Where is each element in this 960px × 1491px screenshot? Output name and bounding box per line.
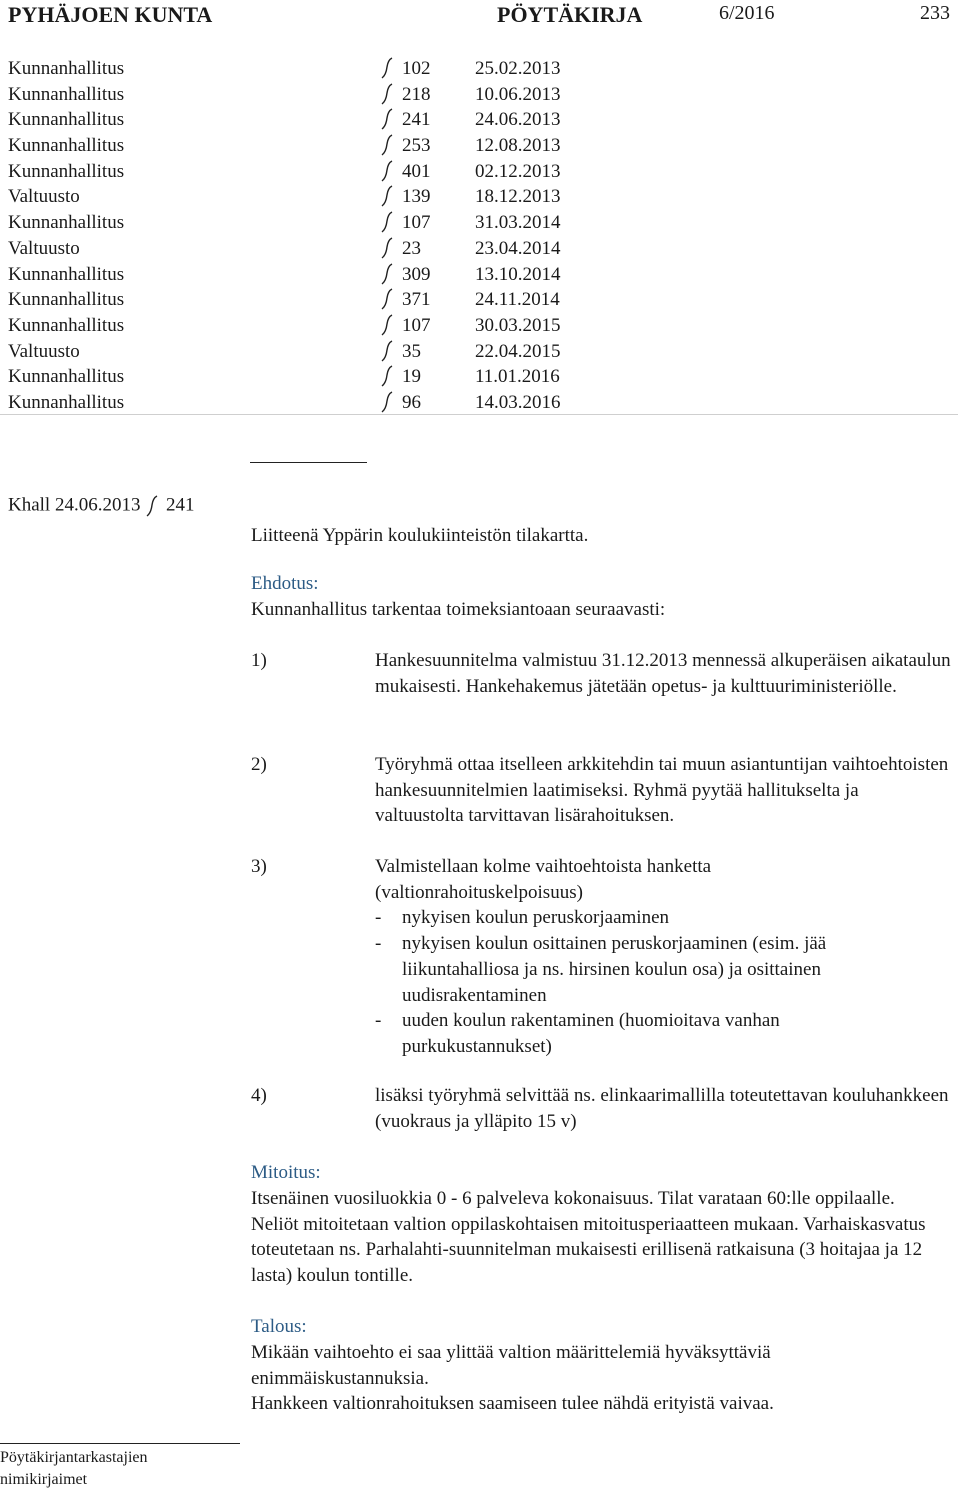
issue-number: 6/2016 [719,2,775,24]
item-number: 1) [251,650,267,671]
sub-item: - nykyisen koulun peruskorjaaminen [375,907,670,929]
sub-item: - nykyisen koulun osittainen peruskorjaaminen (esim. jää liikuntahalliosa ja ns. hirsinen koulun osa) ja osittainen uudisrakentaminen [375,931,951,1008]
sub-item: - uuden koulun rakentaminen (huomioitava vanhan purkukustannukset) [375,1008,951,1059]
body-name: Kunnanhallitus [8,135,125,157]
meeting-date: 02.12.2013 [475,160,561,182]
finance-label: Talous: [251,1316,307,1337]
section-mark-icon [380,262,396,286]
item-text: Työryhmä ottaa itselleen arkkitehdin tai muun asiantuntijan vaihtoehtoisten hankesuunnitelmien laatimiseksi. Ryhmä pyytää hallitukselta ja valtuustolta tarvittavan lisärahoituksen. [375,754,949,827]
history-row [8,287,948,313]
section-mark-icon [380,56,396,80]
history-row [8,133,948,159]
history-row [8,390,948,416]
khall-number: 241 [165,494,195,516]
section-mark-icon [145,494,161,518]
body-name: Kunnanhallitus [8,83,125,105]
section-number: 102 [402,58,431,79]
footer-line-1: Pöytäkirjantarkastajien [0,1449,148,1466]
page-number: 233 [920,2,950,24]
body-name: Valtuusto [8,186,80,208]
section-number: 309 [402,263,431,285]
section-number: 107 [402,314,431,336]
divider [0,414,958,415]
history-list [8,56,948,416]
sub-item-text: uuden koulun rakentaminen (huomioitava vanhan purkukustannukset) [402,1010,780,1057]
section-number: 23 [402,237,421,259]
footer-rule [0,1443,240,1444]
finance-text-1: Mikään vaihtoehto ei saa ylittää valtion määrittelemiä hyväksyttäviä enimmäiskustannuksia. [251,1342,771,1389]
history-row [8,184,948,210]
item-text: Hankesuunnitelma valmistuu 31.12.2013 mennessä alkuperäisen aikataulun mukaisesti. Hankehakemus jätetään opetus- ja kulttuuriministeriölle. [375,650,951,697]
history-row [8,313,948,339]
section-mark-icon [380,159,396,183]
section-mark-icon [380,82,396,106]
section-number: 401 [402,160,431,182]
proposal-intro: Kunnanhallitus tarkentaa toimeksiantoaan seuraavasti: [251,599,666,620]
section-mark-icon [380,339,396,363]
meeting-date: 24.11.2014 [475,289,560,311]
municipality-name: PYHÄJOEN KUNTA [8,2,213,27]
section-number: 107 [402,212,431,234]
body-name: Kunnanhallitus [8,391,125,413]
section-number: 253 [402,135,431,157]
section-number: 19 [402,366,421,388]
section-number: 241 [402,109,431,131]
footer [0,1447,200,1491]
item-number: 4) [251,1085,267,1106]
body-name: Kunnanhallitus [8,263,125,285]
body-name: Kunnanhallitus [8,109,125,131]
history-row [8,339,948,365]
section-mark-icon [380,184,396,208]
meeting-date: 24.06.2013 [475,109,561,131]
history-row [8,210,948,236]
section-mark-icon [380,236,396,260]
khall-label: Khall 24.06.2013 [8,494,141,516]
meeting-date: 13.10.2014 [475,263,561,285]
sub-item-text: nykyisen koulun osittainen peruskorjaaminen (esim. jää liikuntahalliosa ja ns. hirsinen koulun osa) ja osittainen uudisrakentaminen [402,933,827,1006]
meeting-date: 11.01.2016 [475,366,560,388]
meeting-date: 18.12.2013 [475,186,561,208]
section-mark-icon [380,364,396,388]
body-name: Kunnanhallitus [8,58,125,79]
khall-reference [8,494,194,518]
meeting-date: 12.08.2013 [475,135,561,157]
history-row [8,82,948,108]
meeting-date: 31.03.2014 [475,212,561,234]
section-number: 96 [402,391,421,413]
body-name: Valtuusto [8,237,80,259]
history-row [8,159,948,185]
item-number: 2) [251,754,267,775]
history-row [8,236,948,262]
section-mark-icon [380,313,396,337]
footer-line-2: nimikirjaimet [0,1471,88,1488]
sizing-label: Mitoitus: [251,1162,321,1183]
item-text: Valmistellaan kolme vaihtoehtoista hanketta (valtionrahoituskelpoisuus) [375,856,712,903]
meeting-date: 10.06.2013 [475,83,561,105]
body-name: Kunnanhallitus [8,314,125,336]
section-mark-icon [380,107,396,131]
meeting-date: 14.03.2016 [475,391,561,413]
history-row [8,364,948,390]
separator-rule [250,462,367,463]
document-type: PÖYTÄKIRJA [497,2,643,27]
meeting-date: 22.04.2015 [475,340,561,362]
body-name: Valtuusto [8,340,80,362]
section-number: 35 [402,340,421,362]
history-row [8,107,948,133]
attachment-note: Liitteenä Yppärin koulukiinteistön tilakartta. [251,525,589,546]
section-mark-icon [380,390,396,414]
history-row [8,262,948,288]
item-number: 3) [251,856,267,877]
section-mark-icon [380,210,396,234]
finance-text-2: Hankkeen valtionrahoituksen saamiseen tulee nähdä erityistä vaivaa. [251,1393,774,1414]
section-mark-icon [380,133,396,157]
body-name: Kunnanhallitus [8,366,125,388]
section-mark-icon [380,287,396,311]
meeting-date: 25.02.2013 [475,58,561,79]
section-number: 371 [402,289,431,311]
history-row [8,56,948,82]
body-name: Kunnanhallitus [8,160,125,182]
section-number: 218 [402,83,431,105]
body-name: Kunnanhallitus [8,289,125,311]
meeting-date: 23.04.2014 [475,237,561,259]
body-name: Kunnanhallitus [8,212,125,234]
item-text: lisäksi työryhmä selvittää ns. elinkaarimallilla toteutettavan kouluhankkeen (vuokraus ja ylläpito 15 v) [375,1085,949,1132]
sizing-text: Itsenäinen vuosiluokkia 0 - 6 palveleva kokonaisuus. Tilat varataan 60:lle oppilaalle. Neliöt mitoitetaan valtion oppilaskohtaisen mitoitusperiaatteen mukaan. Varhaiskasvatus toteutetaan ns. Parhalahti-suunnitelman mukaisesti erillisenä ratkaisuna (3 hoitajaa ja 12 lasta) koulun tontille. [251,1188,926,1287]
item-text-block [375,854,951,1060]
meeting-date: 30.03.2015 [475,314,561,336]
section-number: 139 [402,186,431,208]
proposal-label: Ehdotus: [251,573,319,594]
sub-item-text: nykyisen koulun peruskorjaaminen [402,907,670,929]
